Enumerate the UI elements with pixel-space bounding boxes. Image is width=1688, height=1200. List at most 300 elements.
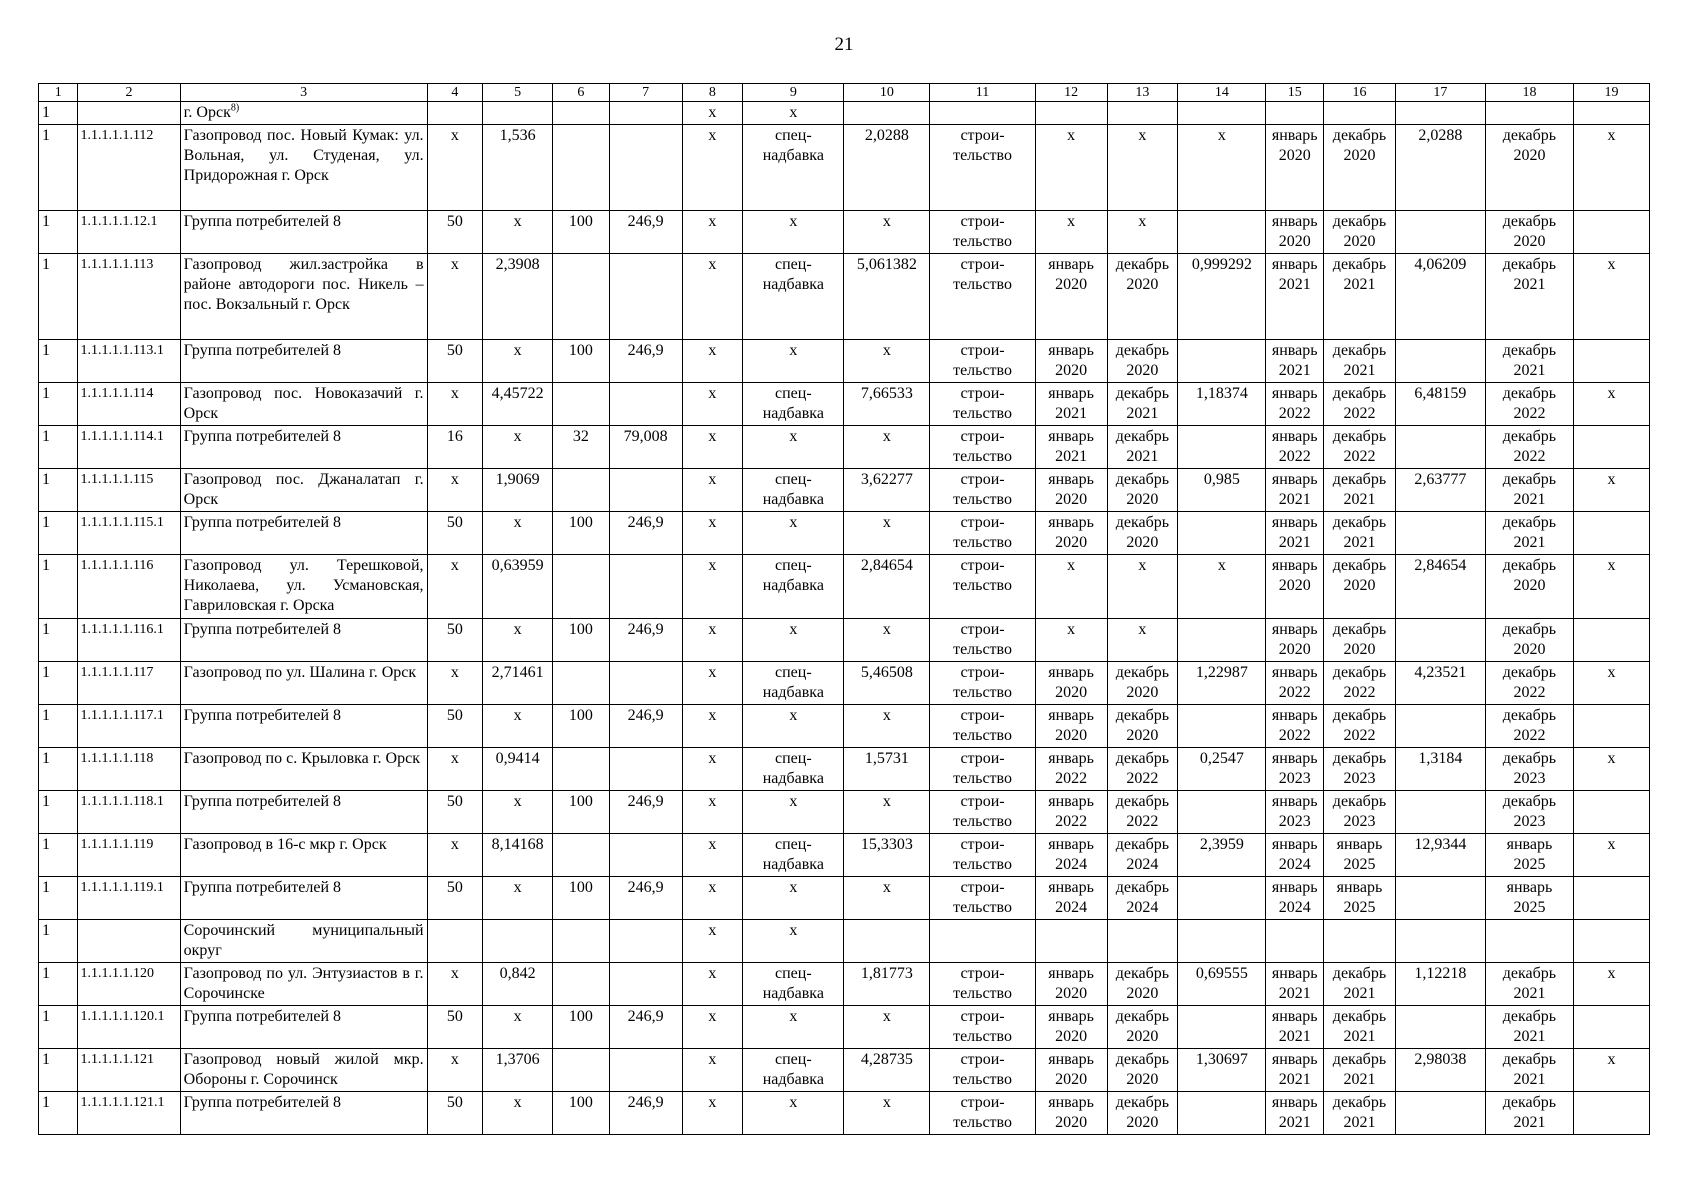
cell-value: декабрь 2021 <box>1502 1008 1557 1045</box>
table-cell-col-10 <box>844 1049 930 1092</box>
table-cell-col-16 <box>1324 102 1396 125</box>
table-cell-col-13 <box>1107 834 1178 877</box>
cell-value: 1,22987 <box>1195 664 1248 681</box>
cell-value: 100 <box>568 1008 593 1025</box>
table-cell-col-6 <box>553 102 610 125</box>
cell-value: спец-надбавка <box>762 471 824 508</box>
table-cell-col-11 <box>930 619 1035 662</box>
cell-value: 246,9 <box>627 793 664 810</box>
data-table <box>38 83 1650 1135</box>
table-cell-col-19 <box>1573 920 1649 963</box>
table-cell-col-6 <box>553 383 610 426</box>
cell-value: декабрь 2020 <box>1115 514 1170 551</box>
cell-value: х <box>708 342 717 359</box>
table-cell-col-4 <box>427 512 483 555</box>
cell-value: строи-тельство <box>953 836 1012 873</box>
cell-value: х <box>1217 557 1226 574</box>
table-cell-col-16 <box>1324 834 1396 877</box>
cell-value: 1,18374 <box>1195 385 1248 402</box>
table-cell-col-2 <box>78 920 180 963</box>
cell-value: 1 <box>42 836 50 853</box>
cell-value: январь 2024 <box>1048 879 1094 916</box>
cell-value: х <box>789 213 798 230</box>
table-cell-col-8 <box>682 662 743 705</box>
table-cell-col-19 <box>1573 748 1649 791</box>
table-cell-col-17 <box>1395 920 1485 963</box>
table-cell-col-13 <box>1107 512 1178 555</box>
table-cell-col-14 <box>1178 748 1266 791</box>
cell-value: х <box>1138 557 1147 574</box>
table-cell-col-8 <box>682 748 743 791</box>
table-cell-col-19 <box>1573 125 1649 211</box>
table-cell-col-18 <box>1485 469 1573 512</box>
table-cell-col-16 <box>1324 748 1396 791</box>
cell-value: х <box>1607 256 1616 273</box>
table-cell-col-4 <box>427 426 483 469</box>
cell-value: х <box>513 793 522 810</box>
table-cell-col-5 <box>483 1006 553 1049</box>
table-cell-col-2 <box>78 211 180 254</box>
table-cell-col-17 <box>1395 1006 1485 1049</box>
table-cell-col-9 <box>743 877 844 920</box>
table-cell-col-18 <box>1485 254 1573 340</box>
cell-value: 0,999292 <box>1191 256 1252 273</box>
table-cell-col-10 <box>844 383 930 426</box>
table-cell-col-7 <box>609 1092 682 1135</box>
table-cell-col-8 <box>682 963 743 1006</box>
cell-value: декабрь 2024 <box>1115 836 1170 873</box>
table-cell-col-16 <box>1324 1092 1396 1135</box>
table-cell-col-9 <box>743 920 844 963</box>
table-cell-col-18 <box>1485 748 1573 791</box>
cell-value: 50 <box>446 1094 463 1111</box>
table-cell-col-9 <box>743 619 844 662</box>
object-code: 1.1.1.1.1.12.1 <box>80 214 158 229</box>
table-cell-col-13 <box>1107 383 1178 426</box>
cell-value: 100 <box>568 707 593 724</box>
table-cell-col-10 <box>844 211 930 254</box>
table-cell-col-14 <box>1178 555 1266 619</box>
cell-value: декабрь 2021 <box>1502 256 1557 293</box>
column-number-3: 3 <box>180 84 427 102</box>
cell-value: январь 2020 <box>1048 664 1094 701</box>
table-cell-col-15 <box>1266 791 1324 834</box>
table-cell-col-2 <box>78 1049 180 1092</box>
cell-value: х <box>708 557 717 574</box>
table-cell-col-1 <box>39 619 78 662</box>
table-cell-col-15 <box>1266 555 1324 619</box>
table-cell-col-19 <box>1573 383 1649 426</box>
cell-value: х <box>1607 836 1616 853</box>
table-cell-col-17 <box>1395 211 1485 254</box>
object-code: 1.1.1.1.1.120 <box>80 966 154 981</box>
column-number-16: 16 <box>1324 84 1396 102</box>
cell-value: 5,46508 <box>860 664 913 681</box>
cell-value: январь 2020 <box>1271 621 1318 658</box>
table-cell-col-12 <box>1035 426 1107 469</box>
column-number-5: 5 <box>483 84 553 102</box>
table-cell-col-17 <box>1395 619 1485 662</box>
table-cell-col-3 <box>180 469 427 512</box>
column-number-10: 10 <box>844 84 930 102</box>
column-number-7: 7 <box>609 84 682 102</box>
cell-value: х <box>513 879 522 896</box>
table-cell-col-7 <box>609 619 682 662</box>
cell-value: 246,9 <box>627 514 664 531</box>
cell-value: х <box>450 664 459 681</box>
table-cell-col-5 <box>483 383 553 426</box>
table-cell-col-16 <box>1324 426 1396 469</box>
cell-value: 4,45722 <box>491 385 544 402</box>
cell-value: январь 2020 <box>1048 707 1094 744</box>
column-number-12: 12 <box>1035 84 1107 102</box>
table-cell-col-10 <box>844 254 930 340</box>
object-code: 1.1.1.1.1.118.1 <box>80 794 164 809</box>
table-cell-col-13 <box>1107 340 1178 383</box>
table-cell-col-3 <box>180 1006 427 1049</box>
table-cell-col-10 <box>844 834 930 877</box>
cell-value: декабрь 2021 <box>1332 1051 1387 1088</box>
column-number-4: 4 <box>427 84 483 102</box>
cell-value: спец-надбавка <box>762 256 824 293</box>
cell-value: 1,9069 <box>495 471 540 488</box>
table-cell-col-13 <box>1107 963 1178 1006</box>
cell-value: 5,061382 <box>856 256 917 273</box>
cell-value: х <box>450 750 459 767</box>
table-cell-col-18 <box>1485 705 1573 748</box>
table-cell-col-5 <box>483 426 553 469</box>
table-cell-col-5 <box>483 834 553 877</box>
table-cell-col-18 <box>1485 512 1573 555</box>
cell-value: январь 2024 <box>1048 836 1094 873</box>
cell-value: 1 <box>42 621 50 638</box>
table-cell-col-11 <box>930 125 1035 211</box>
cell-value: декабрь 2020 <box>1115 965 1170 1002</box>
cell-value: х <box>1607 664 1616 681</box>
footnote-marker: 8) <box>230 102 240 114</box>
table-cell-col-8 <box>682 1049 743 1092</box>
cell-value: х <box>789 104 798 121</box>
table-cell-col-14 <box>1178 102 1266 125</box>
cell-value: 1 <box>42 1094 50 1111</box>
table-cell-col-13 <box>1107 1049 1178 1092</box>
table-cell-col-11 <box>930 555 1035 619</box>
table-cell-col-6 <box>553 662 610 705</box>
cell-value: декабрь 2020 <box>1332 213 1387 250</box>
table-cell-col-13 <box>1107 254 1178 340</box>
table-cell-col-18 <box>1485 383 1573 426</box>
cell-value: 1 <box>42 471 50 488</box>
table-cell-col-7 <box>609 1049 682 1092</box>
table-cell-col-2 <box>78 254 180 340</box>
table-cell-col-6 <box>553 834 610 877</box>
table-cell-col-14 <box>1178 512 1266 555</box>
table-cell-col-17 <box>1395 963 1485 1006</box>
object-name: Группа потребителей 8 <box>183 1094 341 1111</box>
table-cell-col-5 <box>483 125 553 211</box>
table-cell-col-15 <box>1266 426 1324 469</box>
cell-value: х <box>708 922 717 939</box>
table-cell-col-4 <box>427 340 483 383</box>
cell-value: строи-тельство <box>953 750 1012 787</box>
object-name: Газопровод по ул. Энтузиастов в г. Сорочинске <box>183 965 424 1002</box>
cell-value: декабрь 2021 <box>1502 471 1557 508</box>
cell-value: х <box>708 428 717 445</box>
object-code: 1.1.1.1.1.114 <box>80 386 154 401</box>
table-cell-col-13 <box>1107 920 1178 963</box>
cell-value: строи-тельство <box>953 256 1012 293</box>
table-cell-col-5 <box>483 1049 553 1092</box>
cell-value: декабрь 2020 <box>1502 621 1557 658</box>
cell-value: январь 2021 <box>1271 1008 1318 1045</box>
cell-value: 4,06209 <box>1414 256 1467 273</box>
cell-value: январь 2023 <box>1271 750 1318 787</box>
object-code: 1.1.1.1.1.121.1 <box>80 1095 165 1110</box>
object-name: Газопровод жил.застройка в районе автодороги пос. Никель – пос. Вокзальный г. Орск <box>183 256 424 313</box>
table-cell-col-16 <box>1324 211 1396 254</box>
object-name: Группа потребителей 8 <box>183 793 341 810</box>
cell-value: январь 2024 <box>1271 836 1318 873</box>
table-cell-col-8 <box>682 619 743 662</box>
table-cell-col-14 <box>1178 834 1266 877</box>
object-code: 1.1.1.1.1.114.1 <box>80 429 164 444</box>
table-cell-col-10 <box>844 963 930 1006</box>
object-code: 1.1.1.1.1.118 <box>80 751 154 766</box>
table-cell-col-3 <box>180 512 427 555</box>
cell-value: х <box>708 750 717 767</box>
table-cell-col-2 <box>78 705 180 748</box>
cell-value: декабрь 2022 <box>1502 385 1557 422</box>
table-cell-col-18 <box>1485 426 1573 469</box>
table-cell-col-17 <box>1395 555 1485 619</box>
table-cell-col-12 <box>1035 555 1107 619</box>
table-cell-col-16 <box>1324 877 1396 920</box>
table-cell-col-19 <box>1573 555 1649 619</box>
table-cell-col-16 <box>1324 469 1396 512</box>
table-cell-col-11 <box>930 469 1035 512</box>
table-cell-col-11 <box>930 1006 1035 1049</box>
table-cell-col-18 <box>1485 211 1573 254</box>
cell-value: х <box>882 213 891 230</box>
cell-value: декабрь 2022 <box>1115 750 1170 787</box>
column-number-1: 1 <box>39 84 78 102</box>
table-cell-col-7 <box>609 254 682 340</box>
object-name: Газопровод пос. Новоказачий г. Орск <box>183 385 424 422</box>
table-cell-col-6 <box>553 963 610 1006</box>
table-cell-col-4 <box>427 211 483 254</box>
cell-value: х <box>708 127 717 144</box>
table-row <box>39 963 1650 1006</box>
table-cell-col-2 <box>78 383 180 426</box>
cell-value: 246,9 <box>627 342 664 359</box>
table-cell-col-1 <box>39 1049 78 1092</box>
cell-value: 100 <box>568 213 593 230</box>
table-cell-col-19 <box>1573 1092 1649 1135</box>
table-cell-col-3 <box>180 102 427 125</box>
cell-value: 100 <box>568 621 593 638</box>
table-cell-col-12 <box>1035 920 1107 963</box>
object-name: Группа потребителей 8 <box>183 707 341 724</box>
table-cell-col-2 <box>78 426 180 469</box>
cell-value: х <box>789 879 798 896</box>
table-row <box>39 512 1650 555</box>
object-code: 1.1.1.1.1.117 <box>80 665 154 680</box>
cell-value: спец-надбавка <box>762 127 824 164</box>
cell-value: х <box>513 621 522 638</box>
cell-value: х <box>708 385 717 402</box>
cell-value: январь 2025 <box>1336 836 1383 873</box>
table-cell-col-4 <box>427 791 483 834</box>
table-cell-col-11 <box>930 963 1035 1006</box>
table-cell-col-15 <box>1266 748 1324 791</box>
table-cell-col-6 <box>553 469 610 512</box>
cell-value: декабрь 2020 <box>1502 213 1557 250</box>
cell-value: декабрь 2021 <box>1332 514 1387 551</box>
table-cell-col-19 <box>1573 619 1649 662</box>
object-name: Группа потребителей 8 <box>183 879 341 896</box>
table-cell-col-12 <box>1035 512 1107 555</box>
table-cell-col-3 <box>180 834 427 877</box>
object-name: Газопровод пос. Новый Кумак: ул. Вольная, ул. Студеная, ул. Придорожная г. Орск <box>183 127 424 184</box>
table-row <box>39 1049 1650 1092</box>
table-cell-col-12 <box>1035 834 1107 877</box>
cell-value: 1,3184 <box>1418 750 1463 767</box>
cell-value: 50 <box>446 793 463 810</box>
table-cell-col-9 <box>743 426 844 469</box>
cell-value: х <box>789 707 798 724</box>
cell-value: х <box>708 104 717 121</box>
cell-value: спец-надбавка <box>762 664 824 701</box>
object-name: Сорочинский муниципальный округ <box>183 922 424 959</box>
cell-value: 0,63959 <box>491 557 544 574</box>
table-cell-col-17 <box>1395 705 1485 748</box>
cell-value: 1,3706 <box>495 1051 540 1068</box>
table-row <box>39 469 1650 512</box>
table-cell-col-9 <box>743 748 844 791</box>
table-cell-col-11 <box>930 877 1035 920</box>
cell-value: 100 <box>568 879 593 896</box>
table-cell-col-19 <box>1573 469 1649 512</box>
table-cell-col-13 <box>1107 426 1178 469</box>
page-number: 21 <box>834 34 854 55</box>
table-cell-col-3 <box>180 791 427 834</box>
cell-value: декабрь 2020 <box>1115 471 1170 508</box>
table-cell-col-10 <box>844 705 930 748</box>
table-cell-col-2 <box>78 1006 180 1049</box>
table-body <box>39 84 1650 1135</box>
cell-value: х <box>450 965 459 982</box>
cell-value: 2,98038 <box>1414 1051 1467 1068</box>
table-cell-col-8 <box>682 383 743 426</box>
cell-value: х <box>708 965 717 982</box>
table-cell-col-7 <box>609 102 682 125</box>
cell-value: х <box>882 1094 891 1111</box>
cell-value: декабрь 2020 <box>1115 1051 1170 1088</box>
table-cell-col-4 <box>427 102 483 125</box>
table-cell-col-8 <box>682 512 743 555</box>
table-cell-col-1 <box>39 705 78 748</box>
column-number-2: 2 <box>78 84 180 102</box>
table-cell-col-5 <box>483 555 553 619</box>
cell-value: х <box>708 879 717 896</box>
table-cell-col-4 <box>427 254 483 340</box>
cell-value: январь 2021 <box>1048 428 1094 465</box>
table-cell-col-11 <box>930 791 1035 834</box>
table-cell-col-3 <box>180 254 427 340</box>
table-cell-col-15 <box>1266 619 1324 662</box>
cell-value: спец-надбавка <box>762 836 824 873</box>
table-cell-col-9 <box>743 1092 844 1135</box>
table-cell-col-2 <box>78 555 180 619</box>
table-cell-col-13 <box>1107 1092 1178 1135</box>
table-cell-col-12 <box>1035 254 1107 340</box>
table-row <box>39 555 1650 619</box>
table-cell-col-14 <box>1178 1092 1266 1135</box>
cell-value: 0,842 <box>499 965 536 982</box>
cell-value: х <box>1138 127 1147 144</box>
cell-value: 3,62277 <box>860 471 913 488</box>
table-cell-col-14 <box>1178 340 1266 383</box>
table-cell-col-14 <box>1178 662 1266 705</box>
cell-value: х <box>708 1051 717 1068</box>
table-cell-col-12 <box>1035 662 1107 705</box>
table-cell-col-3 <box>180 920 427 963</box>
cell-value: январь 2021 <box>1271 1094 1318 1131</box>
cell-value: декабрь 2020 <box>1115 1094 1170 1131</box>
table-cell-col-10 <box>844 125 930 211</box>
table-cell-col-8 <box>682 426 743 469</box>
table-cell-col-4 <box>427 1049 483 1092</box>
table-cell-col-1 <box>39 920 78 963</box>
table-cell-col-9 <box>743 340 844 383</box>
cell-value: 50 <box>446 707 463 724</box>
table-cell-col-6 <box>553 1092 610 1135</box>
table-cell-col-11 <box>930 834 1035 877</box>
table-cell-col-16 <box>1324 662 1396 705</box>
cell-value: х <box>882 879 891 896</box>
table-cell-col-12 <box>1035 1049 1107 1092</box>
table-cell-col-16 <box>1324 791 1396 834</box>
table-cell-col-1 <box>39 1006 78 1049</box>
table-cell-col-17 <box>1395 1092 1485 1135</box>
cell-value: 246,9 <box>627 1094 664 1111</box>
table-cell-col-4 <box>427 125 483 211</box>
table-cell-col-15 <box>1266 662 1324 705</box>
table-cell-col-17 <box>1395 426 1485 469</box>
cell-value: 1 <box>42 965 50 982</box>
table-row <box>39 102 1650 125</box>
cell-value: 1 <box>42 922 50 939</box>
object-code: 1.1.1.1.1.116 <box>80 558 154 573</box>
table-cell-col-15 <box>1266 834 1324 877</box>
table-cell-col-4 <box>427 662 483 705</box>
table-cell-col-6 <box>553 555 610 619</box>
table-row <box>39 705 1650 748</box>
table-cell-col-19 <box>1573 705 1649 748</box>
cell-value: 1 <box>42 213 50 230</box>
table-cell-col-13 <box>1107 705 1178 748</box>
table-cell-col-2 <box>78 1092 180 1135</box>
cell-value: строи-тельство <box>953 213 1012 250</box>
table-cell-col-5 <box>483 102 553 125</box>
cell-value: декабрь 2023 <box>1502 793 1557 830</box>
table-cell-col-18 <box>1485 1006 1573 1049</box>
table-cell-col-14 <box>1178 211 1266 254</box>
table-cell-col-2 <box>78 619 180 662</box>
cell-value: 1 <box>42 385 50 402</box>
cell-value: декабрь 2022 <box>1332 428 1387 465</box>
cell-value: 15,3303 <box>860 836 913 853</box>
